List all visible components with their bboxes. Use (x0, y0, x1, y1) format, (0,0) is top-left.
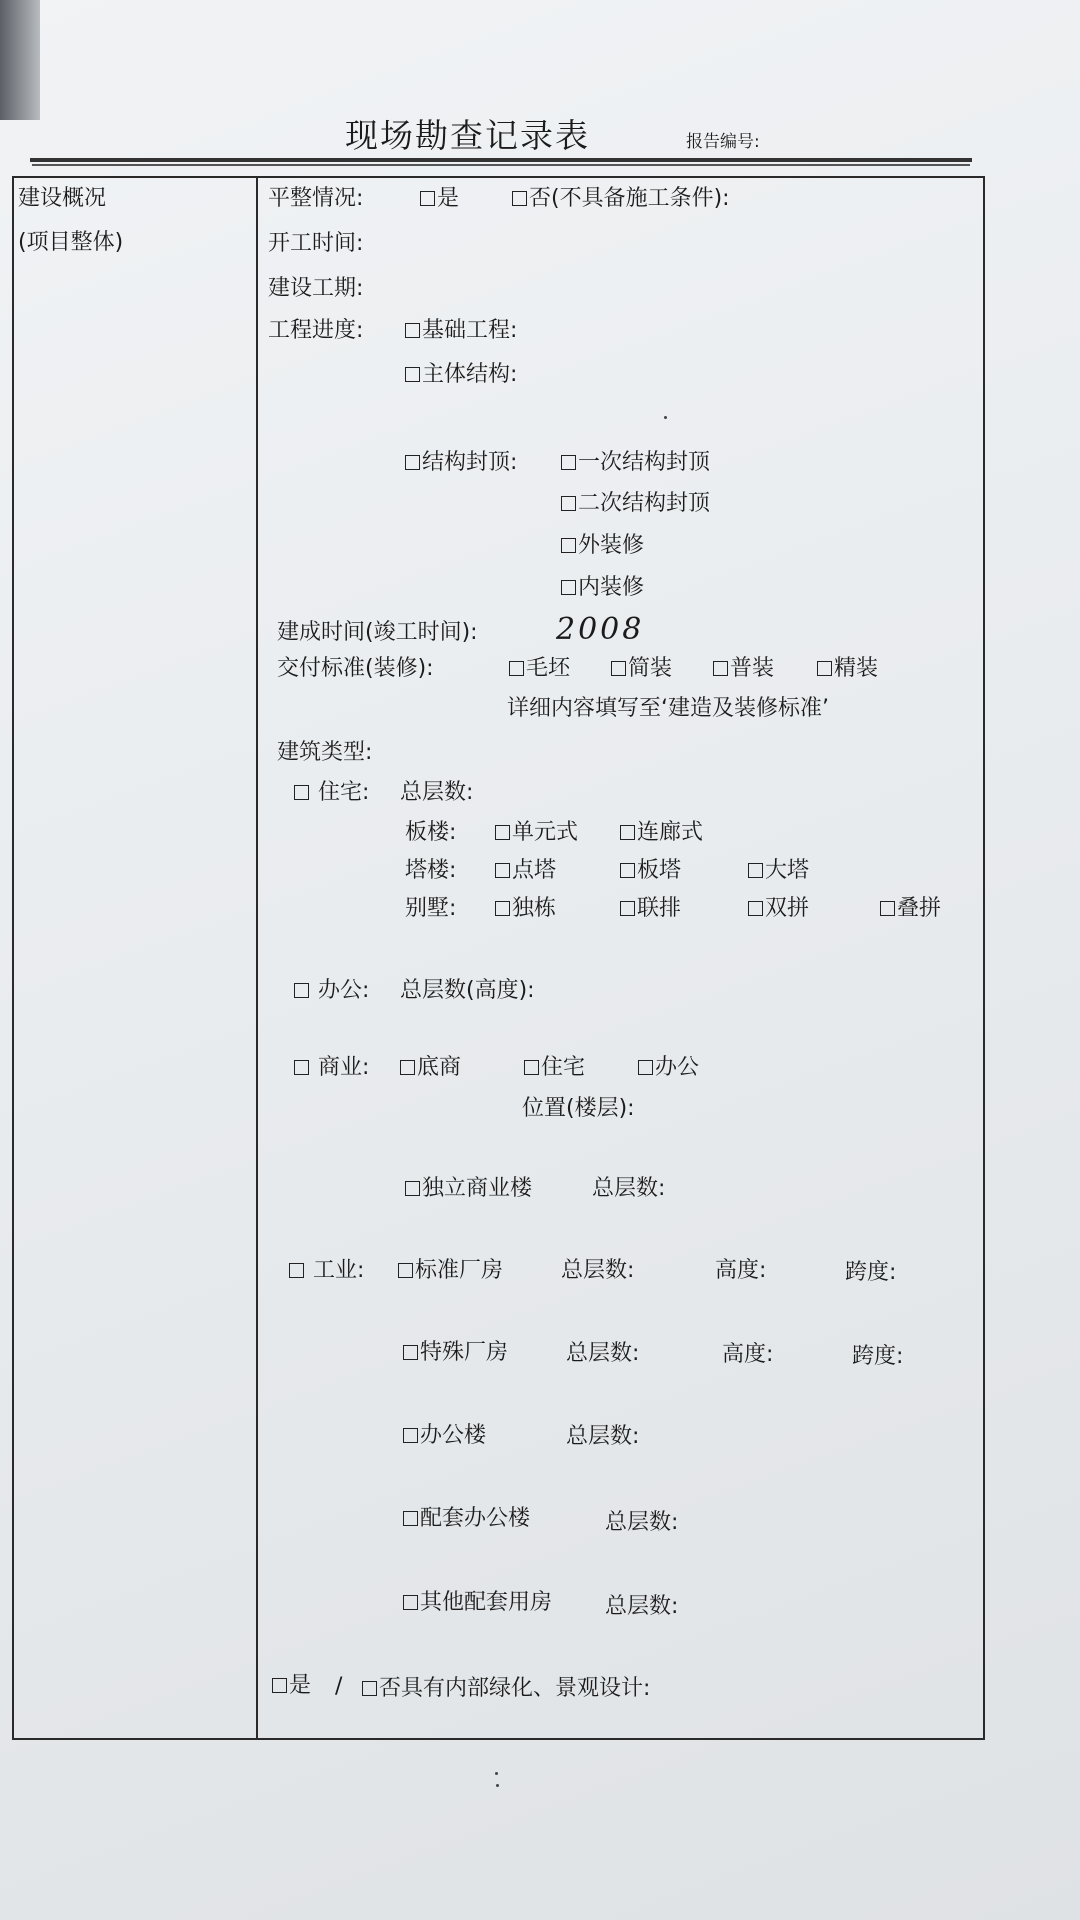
duration-field: 建设工期: (268, 276, 364, 301)
stray-mark (496, 1784, 499, 1787)
delivery-label: 交付标准(装修): (277, 656, 434, 681)
checkbox[interactable] (748, 901, 763, 916)
checkbox[interactable] (611, 661, 626, 676)
delivery-note: 详细内容填写至‘建造及装修标准’ (507, 696, 829, 721)
checkbox[interactable] (272, 1678, 287, 1693)
commercial-option[interactable]: 商业: (294, 1057, 369, 1079)
checkbox[interactable] (403, 1428, 418, 1443)
position-label: 位置(楼层): (522, 1096, 635, 1121)
checkbox[interactable] (620, 901, 635, 916)
checkbox[interactable] (561, 580, 576, 595)
title-rule-thin (32, 164, 970, 166)
progress-label: 工程进度: (268, 318, 364, 343)
other-support-floors: 总层数: (605, 1594, 679, 1619)
support-office-floors: 总层数: (605, 1510, 679, 1535)
slab-label: 板楼: (405, 820, 457, 845)
checkbox[interactable] (294, 1060, 309, 1075)
greening-yes-option[interactable]: 是 (272, 1675, 311, 1697)
page-edge-shadow (0, 0, 40, 120)
slab-unit-option[interactable]: 单元式 (495, 822, 578, 844)
checkbox[interactable] (362, 1681, 377, 1696)
tower-point-option[interactable]: 点塔 (495, 860, 556, 882)
checkbox[interactable] (420, 191, 435, 206)
checkbox[interactable] (294, 983, 309, 998)
tower-slab-option[interactable]: 板塔 (620, 860, 681, 882)
checkbox[interactable] (713, 661, 728, 676)
checkbox[interactable] (561, 455, 576, 470)
form-title: 现场勘查记录表 (345, 116, 590, 155)
checkbox[interactable] (495, 863, 510, 878)
checkbox[interactable] (403, 1595, 418, 1610)
topping-first-option[interactable]: 一次结构封顶 (561, 452, 710, 474)
commercial-office-option[interactable]: 办公 (638, 1057, 699, 1079)
residential-option[interactable]: 住宅: (294, 782, 369, 804)
checkbox[interactable] (817, 661, 832, 676)
title-rule-thick (30, 158, 972, 162)
checkbox[interactable] (495, 901, 510, 916)
checkbox[interactable] (880, 901, 895, 916)
special-plant-floors: 总层数: (566, 1341, 640, 1366)
checkbox[interactable] (400, 1060, 415, 1075)
foundation-option[interactable]: 基础工程: (405, 320, 517, 342)
office-floors-label: 总层数(高度): (400, 978, 535, 1003)
commercial-residential-option[interactable]: 住宅 (524, 1057, 585, 1079)
standard-plant-floors: 总层数: (561, 1258, 635, 1283)
section-sublabel: (项目整体) (18, 230, 124, 255)
greening-separator: / (335, 1674, 343, 1699)
special-plant-span: 跨度: (852, 1344, 904, 1369)
residential-floors-label: 总层数: (400, 780, 474, 805)
completion-label: 建成时间(竣工时间): (277, 620, 478, 645)
stray-mark (664, 416, 667, 419)
villa-stack-option[interactable]: 叠拼 (880, 898, 941, 920)
checkbox[interactable] (561, 538, 576, 553)
flatness-label: 平整情况: (268, 186, 364, 211)
delivery-fine-option[interactable]: 精装 (817, 658, 878, 680)
checkbox[interactable] (403, 1511, 418, 1526)
checkbox[interactable] (289, 1263, 304, 1278)
commercial-base-option[interactable]: 底商 (400, 1057, 461, 1079)
report-number-label: 报告编号: (686, 132, 760, 152)
standalone-floors-label: 总层数: (592, 1176, 666, 1201)
checkbox[interactable] (294, 785, 309, 800)
topping-option[interactable]: 结构封顶: (405, 452, 517, 474)
checkbox[interactable] (398, 1263, 413, 1278)
greening-no-option[interactable]: 否具有内部绿化、景观设计: (362, 1678, 650, 1700)
section-label: 建设概况 (18, 186, 107, 211)
main-structure-option[interactable]: 主体结构: (405, 364, 517, 386)
interior-option[interactable]: 内装修 (561, 577, 644, 599)
checkbox[interactable] (405, 367, 420, 382)
stray-mark (495, 1772, 498, 1775)
flatness-no-option[interactable]: 否(不具备施工条件): (512, 188, 730, 210)
villa-twin-option[interactable]: 双拼 (748, 898, 809, 920)
industrial-option[interactable]: 工业: (289, 1260, 364, 1282)
flatness-yes-option[interactable]: 是 (420, 188, 459, 210)
villa-single-option[interactable]: 独栋 (495, 898, 556, 920)
office-building-floors: 总层数: (566, 1424, 640, 1449)
office-building-option[interactable]: 办公楼 (403, 1425, 486, 1447)
tower-label: 塔楼: (405, 858, 457, 883)
checkbox[interactable] (405, 455, 420, 470)
checkbox[interactable] (405, 1181, 420, 1196)
office-option[interactable]: 办公: (294, 980, 369, 1002)
checkbox[interactable] (524, 1060, 539, 1075)
other-support-option[interactable]: 其他配套用房 (403, 1592, 552, 1614)
checkbox[interactable] (638, 1060, 653, 1075)
completion-handwritten-value: 2008 (556, 612, 645, 647)
exterior-option[interactable]: 外装修 (561, 535, 644, 557)
topping-second-option[interactable]: 二次结构封顶 (561, 493, 710, 515)
checkbox[interactable] (495, 825, 510, 840)
checkbox[interactable] (748, 863, 763, 878)
special-plant-option[interactable]: 特殊厂房 (403, 1342, 508, 1364)
column-divider (256, 176, 258, 1740)
standard-plant-option[interactable]: 标准厂房 (398, 1260, 503, 1282)
checkbox[interactable] (620, 863, 635, 878)
villa-row-option[interactable]: 联排 (620, 898, 681, 920)
delivery-normal-option[interactable]: 普装 (713, 658, 774, 680)
standard-plant-height: 高度: (715, 1258, 767, 1283)
villa-label: 别墅: (405, 896, 457, 921)
checkbox[interactable] (405, 323, 420, 338)
slab-corridor-option[interactable]: 连廊式 (620, 822, 703, 844)
standard-plant-span: 跨度: (845, 1260, 897, 1285)
start-time-field: 开工时间: (268, 231, 364, 256)
delivery-simple-option[interactable]: 简装 (611, 658, 672, 680)
tower-big-option[interactable]: 大塔 (748, 860, 809, 882)
delivery-rough-option[interactable]: 毛坯 (509, 658, 570, 680)
standalone-commercial-option[interactable]: 独立商业楼 (405, 1178, 532, 1200)
support-office-option[interactable]: 配套办公楼 (403, 1508, 530, 1530)
checkbox[interactable] (403, 1345, 418, 1360)
checkbox[interactable] (509, 661, 524, 676)
special-plant-height: 高度: (722, 1342, 774, 1367)
checkbox[interactable] (561, 496, 576, 511)
checkbox[interactable] (512, 191, 527, 206)
building-type-label: 建筑类型: (277, 740, 373, 765)
checkbox[interactable] (620, 825, 635, 840)
